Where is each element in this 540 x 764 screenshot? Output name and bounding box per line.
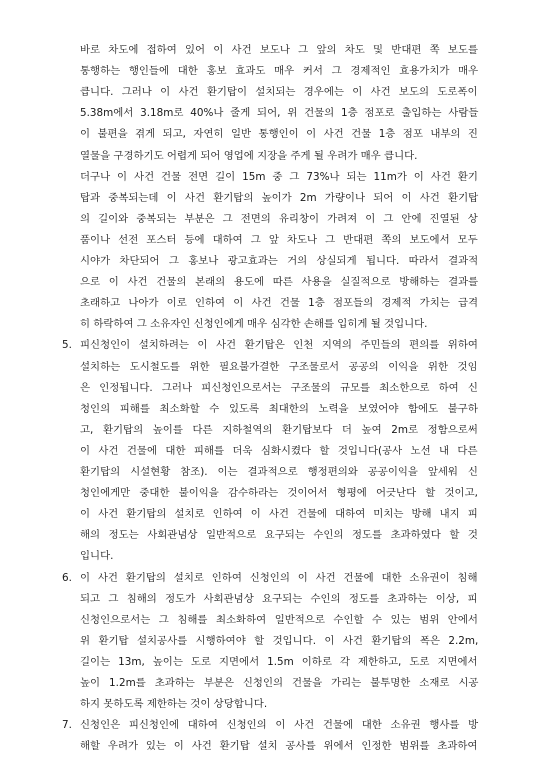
item-line: 해할 우려가 있는 이 사건 환기탑 설치 공사를 위에서 인정한 범위를 초과하여	[80, 740, 478, 753]
paragraph-line: 이 불편을 겪게 되고, 자연히 일반 통행인이 이 사건 건물 1층 점포 내부의 진	[80, 128, 478, 141]
paragraph-line: 열물을 구경하기도 어렵게 되어 영업에 지장을 주게 될 우려가 매우 큽니다.	[80, 149, 418, 162]
item-line: 청인에게만 중대한 불이익을 감수하라는 것이어서 형평에 어긋난다 할 것이고,	[80, 487, 478, 500]
item-line: 길이는 13m, 높이는 도로 지면에서 1.5m 이하로 각 제한하고, 도로 지면에서	[80, 655, 478, 668]
item-line: 신청인은 피신청인에 대하여 신청인의 이 사건 건물에 대한 소유권 행사를 방	[80, 719, 479, 732]
paragraph-line: 시야가 차단되어 그 홍보나 광고효과는 거의 상실되게 됩니다. 따라서 결과적	[80, 255, 479, 267]
item-line: 피신청인이 설치하려는 이 사건 환기탑은 인천 지역의 주민들의 편의를 위하여	[80, 339, 478, 352]
paragraph-line: 통행하는 행인들에 대한 홍보 효과도 매우 커서 그 경제적인 효용가치가 매우	[80, 65, 479, 78]
item-number: 7.	[62, 719, 72, 732]
item-line: 은 인정됩니다. 그러나 피신청인으로서는 구조물의 규모를 최소한으로 하여 신	[80, 381, 478, 394]
paragraph-line: 큽니다. 그러나 이 사건 환기탑이 설치되는 경우에는 이 사건 보도의 도로폭이	[80, 86, 478, 99]
item-line: 입니다.	[80, 550, 114, 563]
paragraph-line: 5.38m에서 3.18m로 40%나 줄게 되어, 위 건물의 1층 점포로 출입하는 사람들	[80, 107, 479, 120]
item-line: 높이 1.2m를 초과하는 부분은 신청인의 건물을 가리는 불투명한 소재로 시공	[80, 677, 479, 689]
item-line: 신청인으로서는 그 침해를 최소화하여 일반적으로 수인할 수 있는 범위 안에서	[80, 613, 478, 626]
paragraph-line: 바로 차도에 접하여 있어 이 사건 보도나 그 앞의 차도 및 반대편 쪽 보도를	[80, 44, 479, 56]
item-line: 되고 그 침해의 정도가 사회관념상 요구되는 수인의 정도를 초과하는 이상, 피	[80, 592, 478, 605]
item-line: 이 사건 환기탑의 설치로 인하여 이 사건 건물에 대하여 미치는 방해 내지 피	[80, 508, 478, 521]
item-line: 위 환기탑 설치공사를 시행하여야 할 것입니다. 이 사건 환기탑의 폭은 2.2m,	[80, 634, 479, 647]
item-line: 환기탑의 시설현황 참조). 이는 결과적으로 행정편의와 공공이익을 앞세워 신	[80, 466, 478, 478]
paragraph-line: 품이나 선전 포스터 등에 대하여 그 앞 차도나 그 반대편 쪽의 보도에서 모두	[80, 233, 478, 246]
item-line: 하지 못하도록 제한하는 것이 상당합니다.	[80, 698, 268, 711]
item-number: 5.	[62, 339, 72, 352]
paragraph-line: 으로 이 사건 건물의 본래의 용도에 따른 사용을 실질적으로 방해하는 결과를	[80, 276, 479, 289]
item-line: 해의 정도는 사회관념상 일반적으로 요구되는 수인의 정도를 초과하였다 할 것	[80, 529, 478, 542]
paragraph-line: 탑과 중복되는데 이 사건 환기탑의 높이가 2m 가량이나 되어 이 사건 환기탑	[80, 191, 479, 204]
item-line: 이 사건 환기탑의 설치로 인하여 신청인의 이 사건 건물에 대한 소유권이 침해	[80, 571, 478, 584]
item-line: 청인의 피해를 최소화할 수 있도록 최대한의 노력을 보였어야 함에도 불구하	[80, 402, 478, 415]
item-line: 고, 환기탑의 높이를 다른 지하철역의 환기탑보다 더 높여 2m로 정함으로써	[80, 423, 478, 436]
paragraph-line: 더구나 이 사건 건물 전면 길이 15m 중 그 73%나 되는 11m가 이 사건 환기	[80, 170, 478, 183]
paragraph-line: 초래하고 나아가 이로 인하여 이 사건 건물 1층 점포들의 경제적 가치는 급격	[80, 297, 479, 310]
item-line: 이 사건 건물에 대한 피해를 더욱 심화시켰다 할 것입니다(공사 노선 내 다른	[80, 444, 478, 457]
paragraph-line: 히 하락하여 그 소유자인 신청인에게 매우 심각한 손해를 입히게 될 것입니다.	[80, 318, 428, 331]
paragraph-line: 의 길이와 중복되는 부분은 그 전면의 유리창이 가려져 이 그 안에 진열된 상	[80, 212, 478, 225]
item-line: 설치하는 도시철도를 위한 필요불가결한 구조물로서 공공의 이익을 위한 것임	[80, 360, 478, 373]
item-number: 6.	[62, 571, 72, 584]
